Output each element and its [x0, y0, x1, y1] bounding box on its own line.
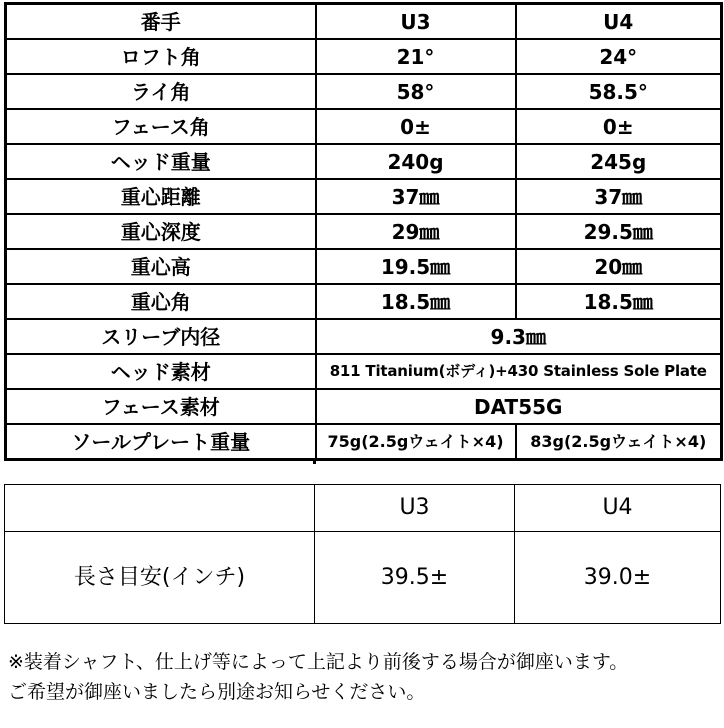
row-label: 重心距離	[6, 179, 316, 214]
row-label: フェース素材	[6, 389, 316, 424]
table-row-head-weight	[6, 144, 722, 179]
divider-stub	[313, 459, 316, 464]
u3-header: U3	[316, 4, 516, 40]
u3-value: 37㎜	[316, 179, 516, 214]
merged-value: 9.3㎜	[316, 319, 722, 354]
table-row-cg-depth	[6, 214, 722, 249]
u3-value: 39.5±	[315, 532, 515, 624]
u4-value: 245g	[516, 144, 722, 179]
u4-value: 58.5°	[516, 74, 722, 109]
merged-value: 811 Titanium(ボディ)+430 Stainless Sole Plate	[316, 354, 722, 389]
u3-value: 29㎜	[316, 214, 516, 249]
u4-value: 18.5㎜	[516, 284, 722, 319]
row-label: 長さ目安(インチ)	[5, 532, 315, 624]
u3-value: 18.5㎜	[316, 284, 516, 319]
u4-header: U4	[516, 4, 722, 40]
u3-value: 19.5㎜	[316, 249, 516, 284]
merged-value: DAT55G	[316, 389, 722, 424]
length-table-header-row	[5, 485, 721, 532]
footnote-line-1: ※装着シャフト、仕上げ等によって上記より前後する場合が御座います。	[8, 651, 629, 673]
row-label: 重心角	[6, 284, 316, 319]
u3-value: 240g	[316, 144, 516, 179]
row-label: ライ角	[6, 74, 316, 109]
table-row-sleeve-bore	[6, 319, 722, 354]
row-label: 重心深度	[6, 214, 316, 249]
table-row-cg-angle	[6, 284, 722, 319]
table-row-loft	[6, 39, 722, 74]
u4-value: 24°	[516, 39, 722, 74]
row-label: ロフト角	[6, 39, 316, 74]
length-table	[4, 484, 721, 624]
row-label: 番手	[6, 4, 316, 40]
table-row-sole-plate-weight	[6, 424, 722, 460]
row-label: ソールプレート重量	[6, 424, 316, 460]
u3-value: 21°	[316, 39, 516, 74]
u3-value: 75g(2.5gウェイト×4)	[316, 424, 516, 460]
table-row-cg-height	[6, 249, 722, 284]
table-row-cg-distance	[6, 179, 722, 214]
table-row-face-material	[6, 389, 722, 424]
table-row-face-angle	[6, 109, 722, 144]
row-label: ヘッド素材	[6, 354, 316, 389]
row-label: ヘッド重量	[6, 144, 316, 179]
table-row-lie	[6, 74, 722, 109]
u4-value: 83g(2.5gウェイト×4)	[516, 424, 722, 460]
u4-value: 29.5㎜	[516, 214, 722, 249]
footnote-line-2: ご希望が御座いましたら別途お知らせください。	[8, 681, 426, 703]
u4-value: 39.0±	[515, 532, 721, 624]
u3-value: 0±	[316, 109, 516, 144]
table-row-header	[6, 4, 722, 40]
u3-header: U3	[315, 485, 515, 532]
row-label: 重心高	[6, 249, 316, 284]
u4-value: 20㎜	[516, 249, 722, 284]
u3-value: 58°	[316, 74, 516, 109]
club-spec-table	[4, 2, 723, 461]
u4-value: 0±	[516, 109, 722, 144]
footnote	[8, 647, 628, 707]
row-label: スリーブ内径	[6, 319, 316, 354]
u4-header: U4	[515, 485, 721, 532]
table-row-head-material	[6, 354, 722, 389]
length-row	[5, 532, 721, 624]
row-label: フェース角	[6, 109, 316, 144]
u4-value: 37㎜	[516, 179, 722, 214]
empty-cell	[5, 485, 315, 532]
